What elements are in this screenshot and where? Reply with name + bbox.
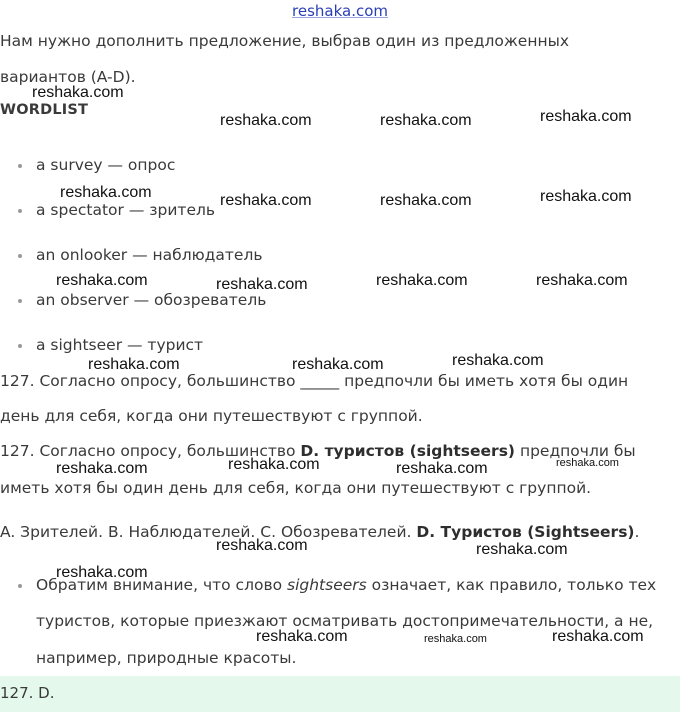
list-item-text: a sightseer — турист	[36, 336, 204, 354]
watermark: reshaka.com	[292, 356, 384, 373]
bullet-icon	[18, 299, 22, 303]
list-item	[36, 246, 262, 264]
watermark: reshaka.com	[376, 272, 468, 289]
watermark: reshaka.com	[220, 192, 312, 209]
task-line-2: день для себя, когда они путешествуют с группой.	[0, 407, 423, 425]
intro-line-1: Нам нужно дополнить предложение, выбрав один из предложенных	[0, 32, 570, 50]
solution-line-1: 127. Согласно опросу, большинство D. туристов (sightseers) предпочли бы	[0, 442, 636, 460]
watermark: reshaka.com	[56, 564, 148, 581]
watermark: reshaka.com	[56, 272, 148, 289]
solution-line-2: иметь хотя бы один день для себя, когда они путешествуют с группой.	[0, 479, 592, 497]
watermark: reshaka.com	[88, 356, 180, 373]
answer-text: 127. D.	[0, 684, 55, 702]
list-item	[36, 201, 215, 219]
options-line: A. Зрителей. B. Наблюдателей. C. Обозревателей. D. Туристов (Sightseers).	[0, 523, 640, 541]
correct-option: D. Туристов (Sightseers)	[416, 523, 635, 541]
intro-line-2: вариантов (A-D).	[0, 68, 136, 86]
watermark: reshaka.com	[552, 628, 644, 645]
watermark: reshaka.com	[216, 537, 308, 554]
watermark: reshaka.com	[536, 272, 628, 289]
note-line-3: например, природные красоты.	[36, 649, 297, 667]
list-item-text: a spectator — зритель	[36, 201, 216, 219]
list-item-text: an onlooker — наблюдатель	[36, 246, 263, 264]
bullet-icon	[18, 344, 22, 348]
site-header-link[interactable]: reshaka.com	[292, 2, 388, 20]
watermark: reshaka.com	[216, 276, 308, 293]
watermark: reshaka.com	[452, 352, 544, 369]
watermark: reshaka.com	[556, 457, 619, 469]
watermark: reshaka.com	[540, 188, 632, 205]
watermark: reshaka.com	[540, 108, 632, 125]
watermark: reshaka.com	[256, 628, 348, 645]
list-item-text: a survey — опрос	[36, 156, 176, 174]
bullet-icon	[18, 584, 22, 588]
wordlist-title: WORDLIST	[0, 102, 89, 118]
list-item	[36, 336, 203, 354]
bullet-icon	[18, 254, 22, 258]
watermark: reshaka.com	[228, 456, 320, 473]
watermark: reshaka.com	[424, 633, 487, 645]
note-line-2: туристов, которые приезжают осматривать достопримечательности, а не,	[36, 612, 654, 630]
note-keyword: sightseers	[287, 576, 367, 594]
answer-bar	[0, 676, 680, 712]
watermark: reshaka.com	[56, 460, 148, 477]
watermark: reshaka.com	[60, 184, 152, 201]
list-item	[36, 156, 175, 174]
bullet-icon	[18, 164, 22, 168]
task-line-1: 127. Согласно опросу, большинство _____ предпочли бы иметь хотя бы один	[0, 372, 629, 390]
list-item-text: an observer — обозреватель	[36, 291, 267, 309]
bullet-icon	[18, 209, 22, 213]
watermark: reshaka.com	[380, 112, 472, 129]
watermark: reshaka.com	[396, 460, 488, 477]
watermark: reshaka.com	[32, 84, 124, 101]
note-line-1: Обратим внимание, что слово sightseers означает, как правило, только тех	[36, 576, 656, 594]
watermark: reshaka.com	[220, 112, 312, 129]
solution-answer: D. туристов (sightseers)	[300, 442, 516, 460]
watermark: reshaka.com	[476, 541, 568, 558]
watermark: reshaka.com	[380, 192, 472, 209]
